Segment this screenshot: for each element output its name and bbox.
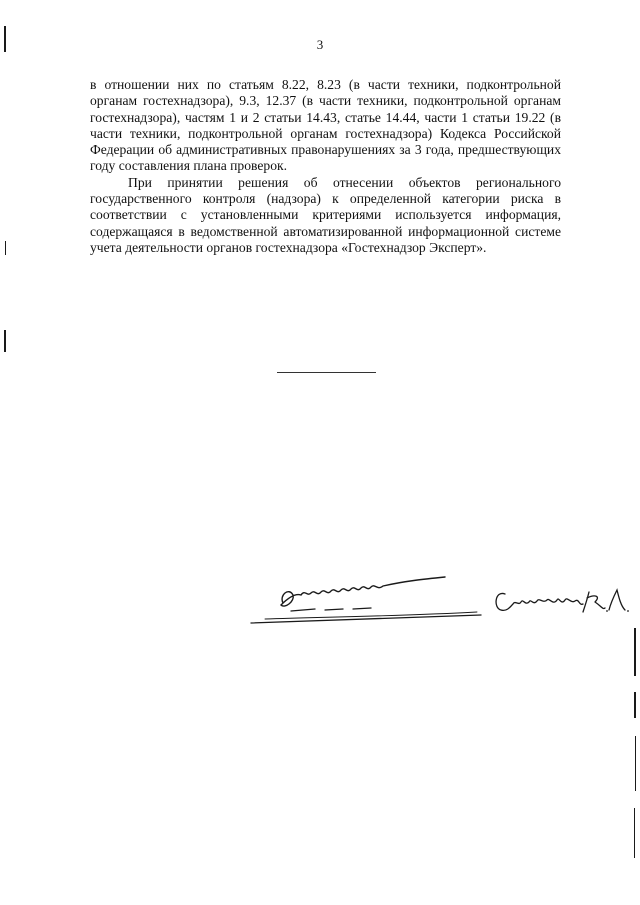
scan-edge-mark-mid-left — [5, 241, 6, 255]
paragraph-risk-category: При принятии решения об отнесении объектов регионального государственного контроля (надзора) к определенной категории риска в соответствии с установленными критериями используется информация, содержащаяся в ведомственной автоматизированной информационной системе учета деятельности органов гостехнадзора «Гостехнадзор Эксперт». — [90, 174, 561, 255]
paragraph-continuation: в отношении них по статьям 8.22, 8.23 (в части техники, подконтрольной органам гостехнадзора), 9.3, 12.37 (в части техники, подконтрольной органам гостехнадзора), частям 1 и 2 статьи 14.43, статье 14.44, части 1 статьи 19.22 (в части техники, подконтрольной органам гостехнадзора) Кодекса Российской Федерации об административных правонарушениях за 3 года, предшествующих году составления плана проверок. — [90, 77, 561, 174]
page-number: 3 — [316, 37, 324, 52]
section-divider-line — [277, 372, 376, 373]
document-body — [90, 77, 561, 256]
scan-edge-mark-left-lower — [4, 330, 6, 352]
signature-scribble — [245, 565, 485, 630]
scan-edge-mark-right-3 — [635, 736, 636, 791]
scan-edge-mark-right-1 — [634, 628, 636, 676]
handwritten-signer-name — [491, 584, 631, 624]
scan-edge-mark-right-4 — [634, 808, 635, 858]
scan-edge-mark-right-2 — [634, 692, 636, 718]
